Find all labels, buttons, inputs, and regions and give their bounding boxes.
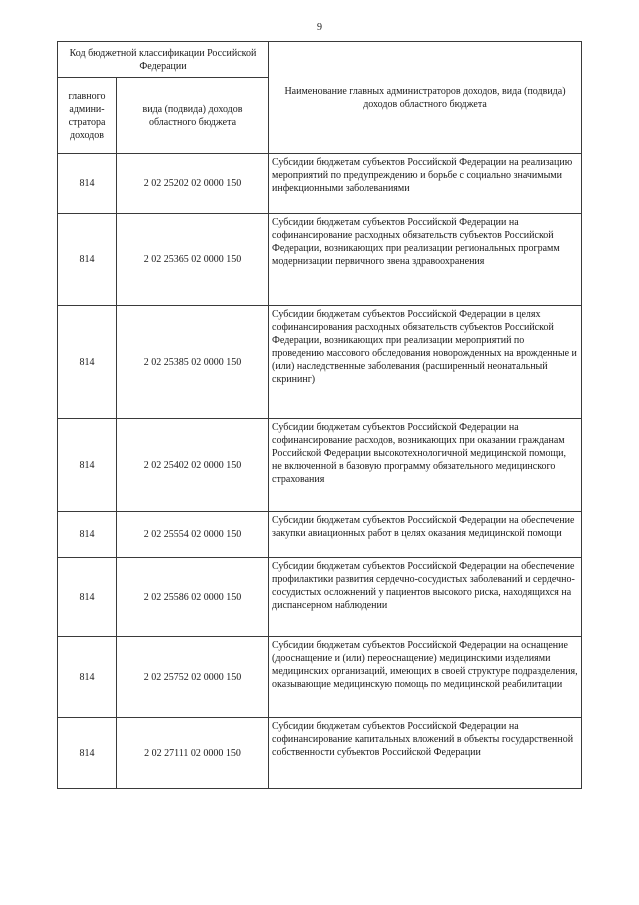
admin-code-cell: 814 <box>58 154 117 214</box>
table-row <box>58 306 582 419</box>
page-number: 9 <box>317 22 322 33</box>
income-code-cell: 2 02 27111 02 0000 150 <box>117 718 269 789</box>
income-name-cell: Субсидии бюджетам субъектов Российской Федерации на софинансирование расходных обязательств субъектов Российской Федерации, возникающих при реализации региональных программ модернизации первичного звена здравоохранения <box>269 214 582 306</box>
admin-code-cell: 814 <box>58 512 117 558</box>
income-name-cell: Субсидии бюджетам субъектов Российской Федерации на обеспечение профилактики развития сердечно-сосудистых заболеваний и сердечно-сосудистых осложнений у пациентов высокого риска, находящихся на диспансерном наблюдении <box>269 558 582 637</box>
income-name-cell: Субсидии бюджетам субъектов Российской Федерации на обеспечение закупки авиационных работ в целях оказания медицинской помощи <box>269 512 582 558</box>
income-code-cell: 2 02 25385 02 0000 150 <box>117 306 269 419</box>
income-name-cell: Субсидии бюджетам субъектов Российской Федерации на софинансирование расходов, возникающих при оказании гражданам Российской Федерации высокотехнологичной медицинской помощи, не включенной в базовую программу обязательного медицинского страхования <box>269 419 582 512</box>
admin-code-cell: 814 <box>58 306 117 419</box>
income-code-cell: 2 02 25365 02 0000 150 <box>117 214 269 306</box>
income-code-cell: 2 02 25752 02 0000 150 <box>117 637 269 718</box>
header-income-type: вида (подвида) доходов областного бюджета <box>117 78 269 154</box>
table-row <box>58 558 582 637</box>
admin-code-cell: 814 <box>58 558 117 637</box>
admin-code-cell: 814 <box>58 214 117 306</box>
header-main-administrator: главного админи-стратора доходов <box>58 78 117 154</box>
table-row <box>58 154 582 214</box>
income-name-cell: Субсидии бюджетам субъектов Российской Федерации на реализацию мероприятий по предупреждению и борьбе с социально значимыми инфекционными заболеваниями <box>269 154 582 214</box>
income-code-cell: 2 02 25202 02 0000 150 <box>117 154 269 214</box>
income-code-cell: 2 02 25402 02 0000 150 <box>117 419 269 512</box>
admin-code-cell: 814 <box>58 637 117 718</box>
table-row <box>58 512 582 558</box>
income-name-cell: Субсидии бюджетам субъектов Российской Федерации на оснащение (дооснащение и (или) переоснащение) медицинскими изделиями медицинских организаций, имеющих в своей структуре подразделения, оказывающие медицинскую помощь по медицинской реабилитации <box>269 637 582 718</box>
table-row <box>58 637 582 718</box>
income-code-cell: 2 02 25554 02 0000 150 <box>117 512 269 558</box>
header-classification-code: Код бюджетной классификации Российской Федерации <box>58 42 269 78</box>
income-name-cell: Субсидии бюджетам субъектов Российской Федерации в целях софинансирования расходных обязательств субъектов Российской Федерации, возникающих при реализации мероприятий по проведению массового обследования новорожденных на врожденные и (или) наследственные заболевания (расширенный неонатальный скрининг) <box>269 306 582 419</box>
table-row <box>58 718 582 789</box>
admin-code-cell: 814 <box>58 718 117 789</box>
income-code-cell: 2 02 25586 02 0000 150 <box>117 558 269 637</box>
budget-classification-table <box>57 41 582 789</box>
table-row <box>58 214 582 306</box>
table-row <box>58 419 582 512</box>
admin-code-cell: 814 <box>58 419 117 512</box>
header-administrator-name: Наименование главных администраторов доходов, вида (подвида) доходов областного бюджета <box>269 42 582 154</box>
income-name-cell: Субсидии бюджетам субъектов Российской Федерации на софинансирование капитальных вложений в объекты государственной собственности субъектов Российской Федерации <box>269 718 582 789</box>
